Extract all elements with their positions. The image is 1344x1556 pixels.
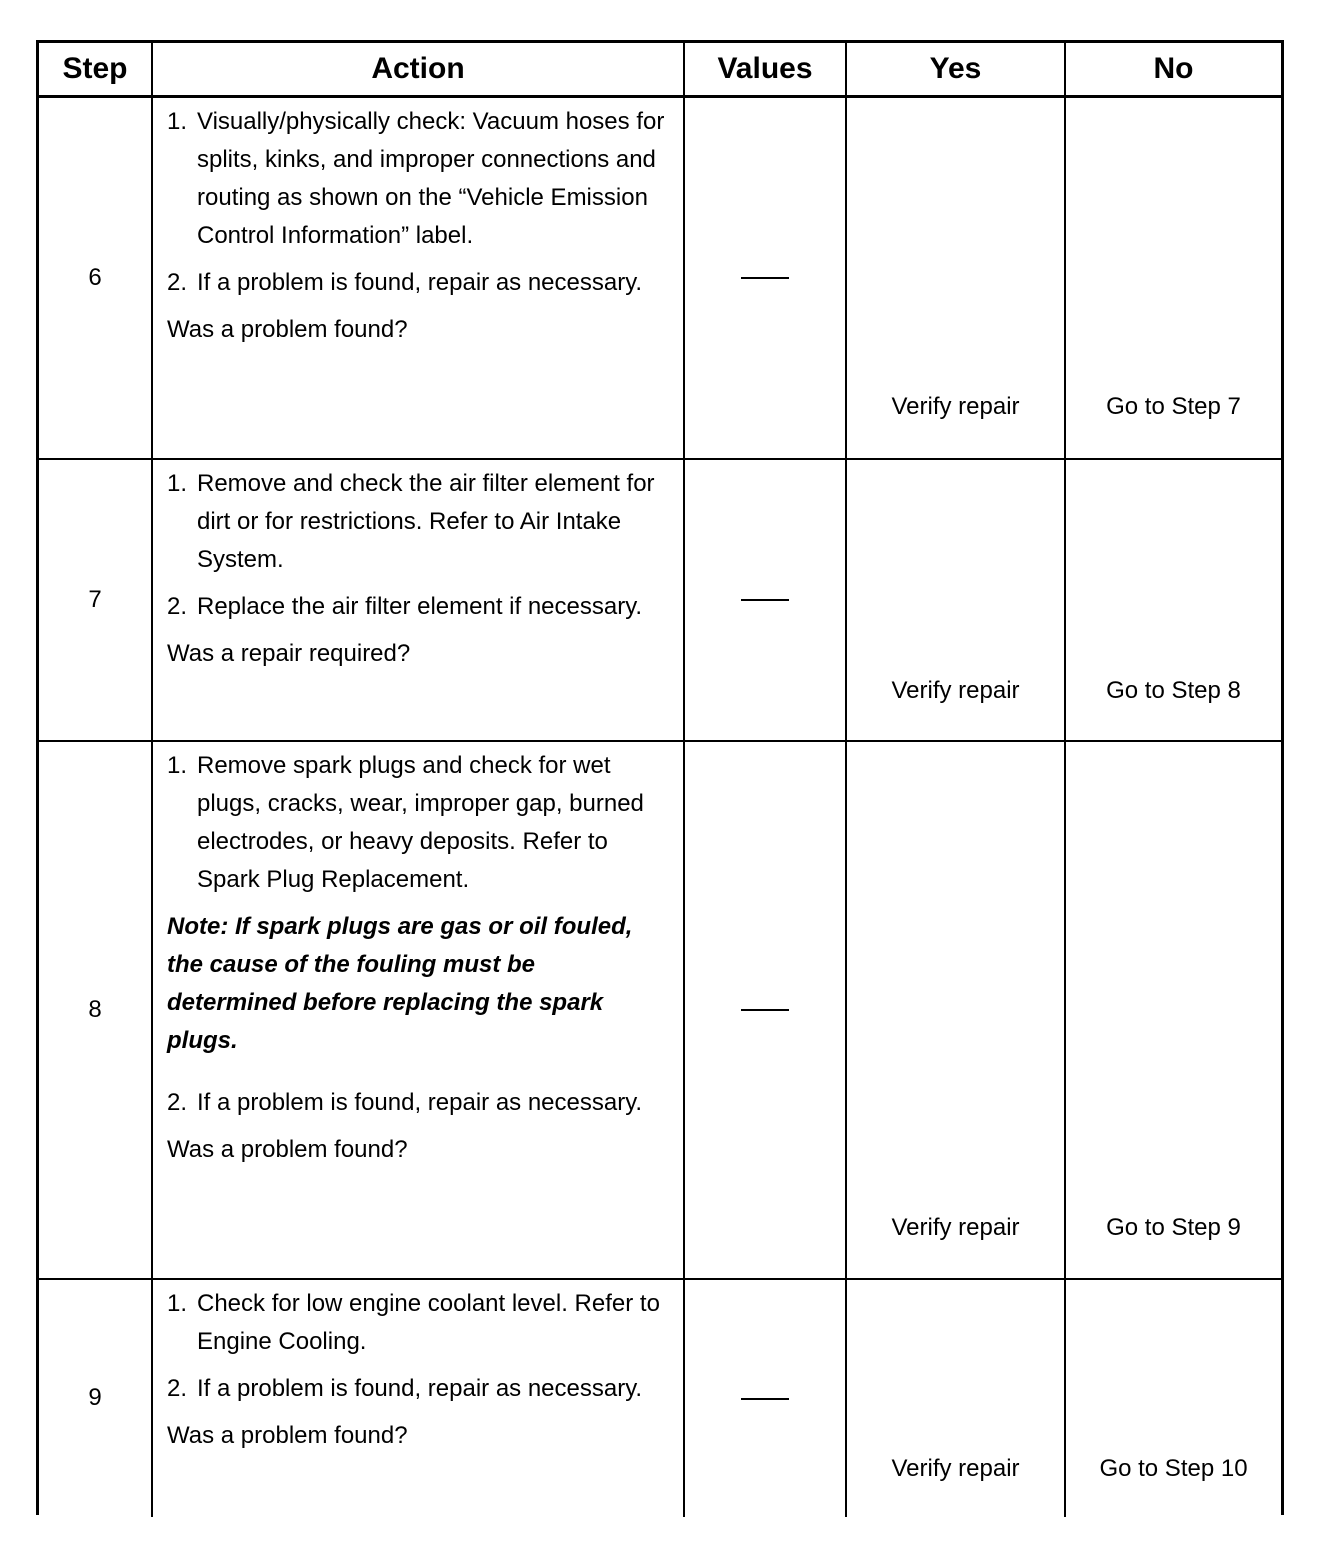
header-step: Step — [39, 43, 152, 97]
values-cell — [684, 459, 846, 741]
item-number: 2. — [167, 269, 188, 296]
item-text: Replace the air filter element if necessary. — [197, 592, 643, 620]
step-number: 8 — [39, 741, 152, 1279]
table-row — [39, 97, 1281, 459]
no-cell — [1065, 97, 1281, 459]
item-number: 2. — [167, 592, 188, 620]
header-action: Action — [152, 43, 684, 97]
no-result: Go to Step 10 — [1099, 1454, 1248, 1482]
diagnostic-table-frame — [36, 40, 1284, 1515]
list-item — [167, 264, 669, 302]
action-cell — [152, 459, 684, 741]
table-row — [39, 459, 1281, 741]
yes-cell — [846, 741, 1065, 1279]
yes-result: Verify repair — [891, 1454, 1020, 1482]
step-number: 6 — [39, 97, 152, 459]
note-text: Note: If spark plugs are gas or oil fouled, the cause of the fouling must be determined before replacing the spark plugs. — [167, 912, 633, 1054]
no-result: Go to Step 9 — [1106, 1213, 1241, 1241]
item-text: Check for low engine coolant level. Refer to Engine Cooling. — [197, 1289, 660, 1355]
item-text: If a problem is found, repair as necessary. — [197, 269, 643, 296]
yes-result: Verify repair — [891, 1213, 1020, 1241]
item-text: If a problem is found, repair as necessary. — [197, 1374, 643, 1402]
question-text: Was a problem found? — [167, 1421, 408, 1449]
item-number: 1. — [167, 1289, 188, 1317]
no-cell — [1065, 459, 1281, 741]
list-item — [167, 1370, 669, 1408]
header-values: Values — [684, 43, 846, 97]
list-item — [167, 1285, 669, 1361]
values-cell — [684, 97, 846, 459]
yes-cell — [846, 97, 1065, 459]
empty-value-dash — [741, 1398, 789, 1400]
list-item — [167, 465, 669, 579]
item-number: 1. — [167, 108, 188, 135]
item-text: Remove spark plugs and check for wet plugs, cracks, wear, improper gap, burned electrodes, or heavy deposits. Refer to Spark Plug Replacement. — [197, 751, 644, 893]
no-cell — [1065, 741, 1281, 1279]
empty-value-dash — [741, 599, 789, 601]
empty-value-dash — [741, 277, 789, 279]
item-text: Visually/physically check: Vacuum hoses for splits, kinks, and improper connections and routing as shown on the “Vehicle Emission Control Information” label. — [197, 108, 665, 249]
question-text: Was a problem found? — [167, 316, 408, 343]
list-item — [167, 747, 669, 899]
item-text: Remove and check the air filter element for dirt or for restrictions. Refer to Air Intake System. — [197, 469, 655, 573]
step-number: 9 — [88, 1384, 102, 1411]
empty-value-dash — [741, 1009, 789, 1011]
header-no: No — [1065, 43, 1281, 97]
table-row — [39, 741, 1281, 1279]
item-number: 2. — [167, 1374, 188, 1402]
list-item — [167, 588, 669, 626]
yes-cell — [846, 459, 1065, 741]
header-yes: Yes — [846, 43, 1065, 97]
header-row — [39, 43, 1281, 97]
action-cell — [152, 97, 684, 459]
action-cell — [152, 741, 684, 1279]
item-number: 1. — [167, 751, 188, 779]
item-number: 1. — [167, 469, 188, 497]
list-item — [167, 103, 669, 255]
item-text: If a problem is found, repair as necessary. — [197, 1088, 643, 1116]
item-number: 2. — [167, 1088, 188, 1116]
no-cell — [1065, 1279, 1281, 1517]
values-cell — [684, 1279, 846, 1517]
diagnostic-table — [39, 43, 1281, 1517]
table-row — [39, 1279, 1281, 1517]
action-cell — [152, 1279, 684, 1517]
yes-cell — [846, 1279, 1065, 1517]
no-result: Go to Step 8 — [1106, 676, 1241, 704]
yes-result: Verify repair — [891, 393, 1020, 420]
no-result: Go to Step 7 — [1106, 393, 1241, 420]
step-number: 7 — [39, 459, 152, 741]
yes-result: Verify repair — [891, 676, 1020, 704]
question-text: Was a problem found? — [167, 1135, 408, 1163]
values-cell — [684, 741, 846, 1279]
question-text: Was a repair required? — [167, 639, 411, 667]
list-item — [167, 1084, 669, 1122]
